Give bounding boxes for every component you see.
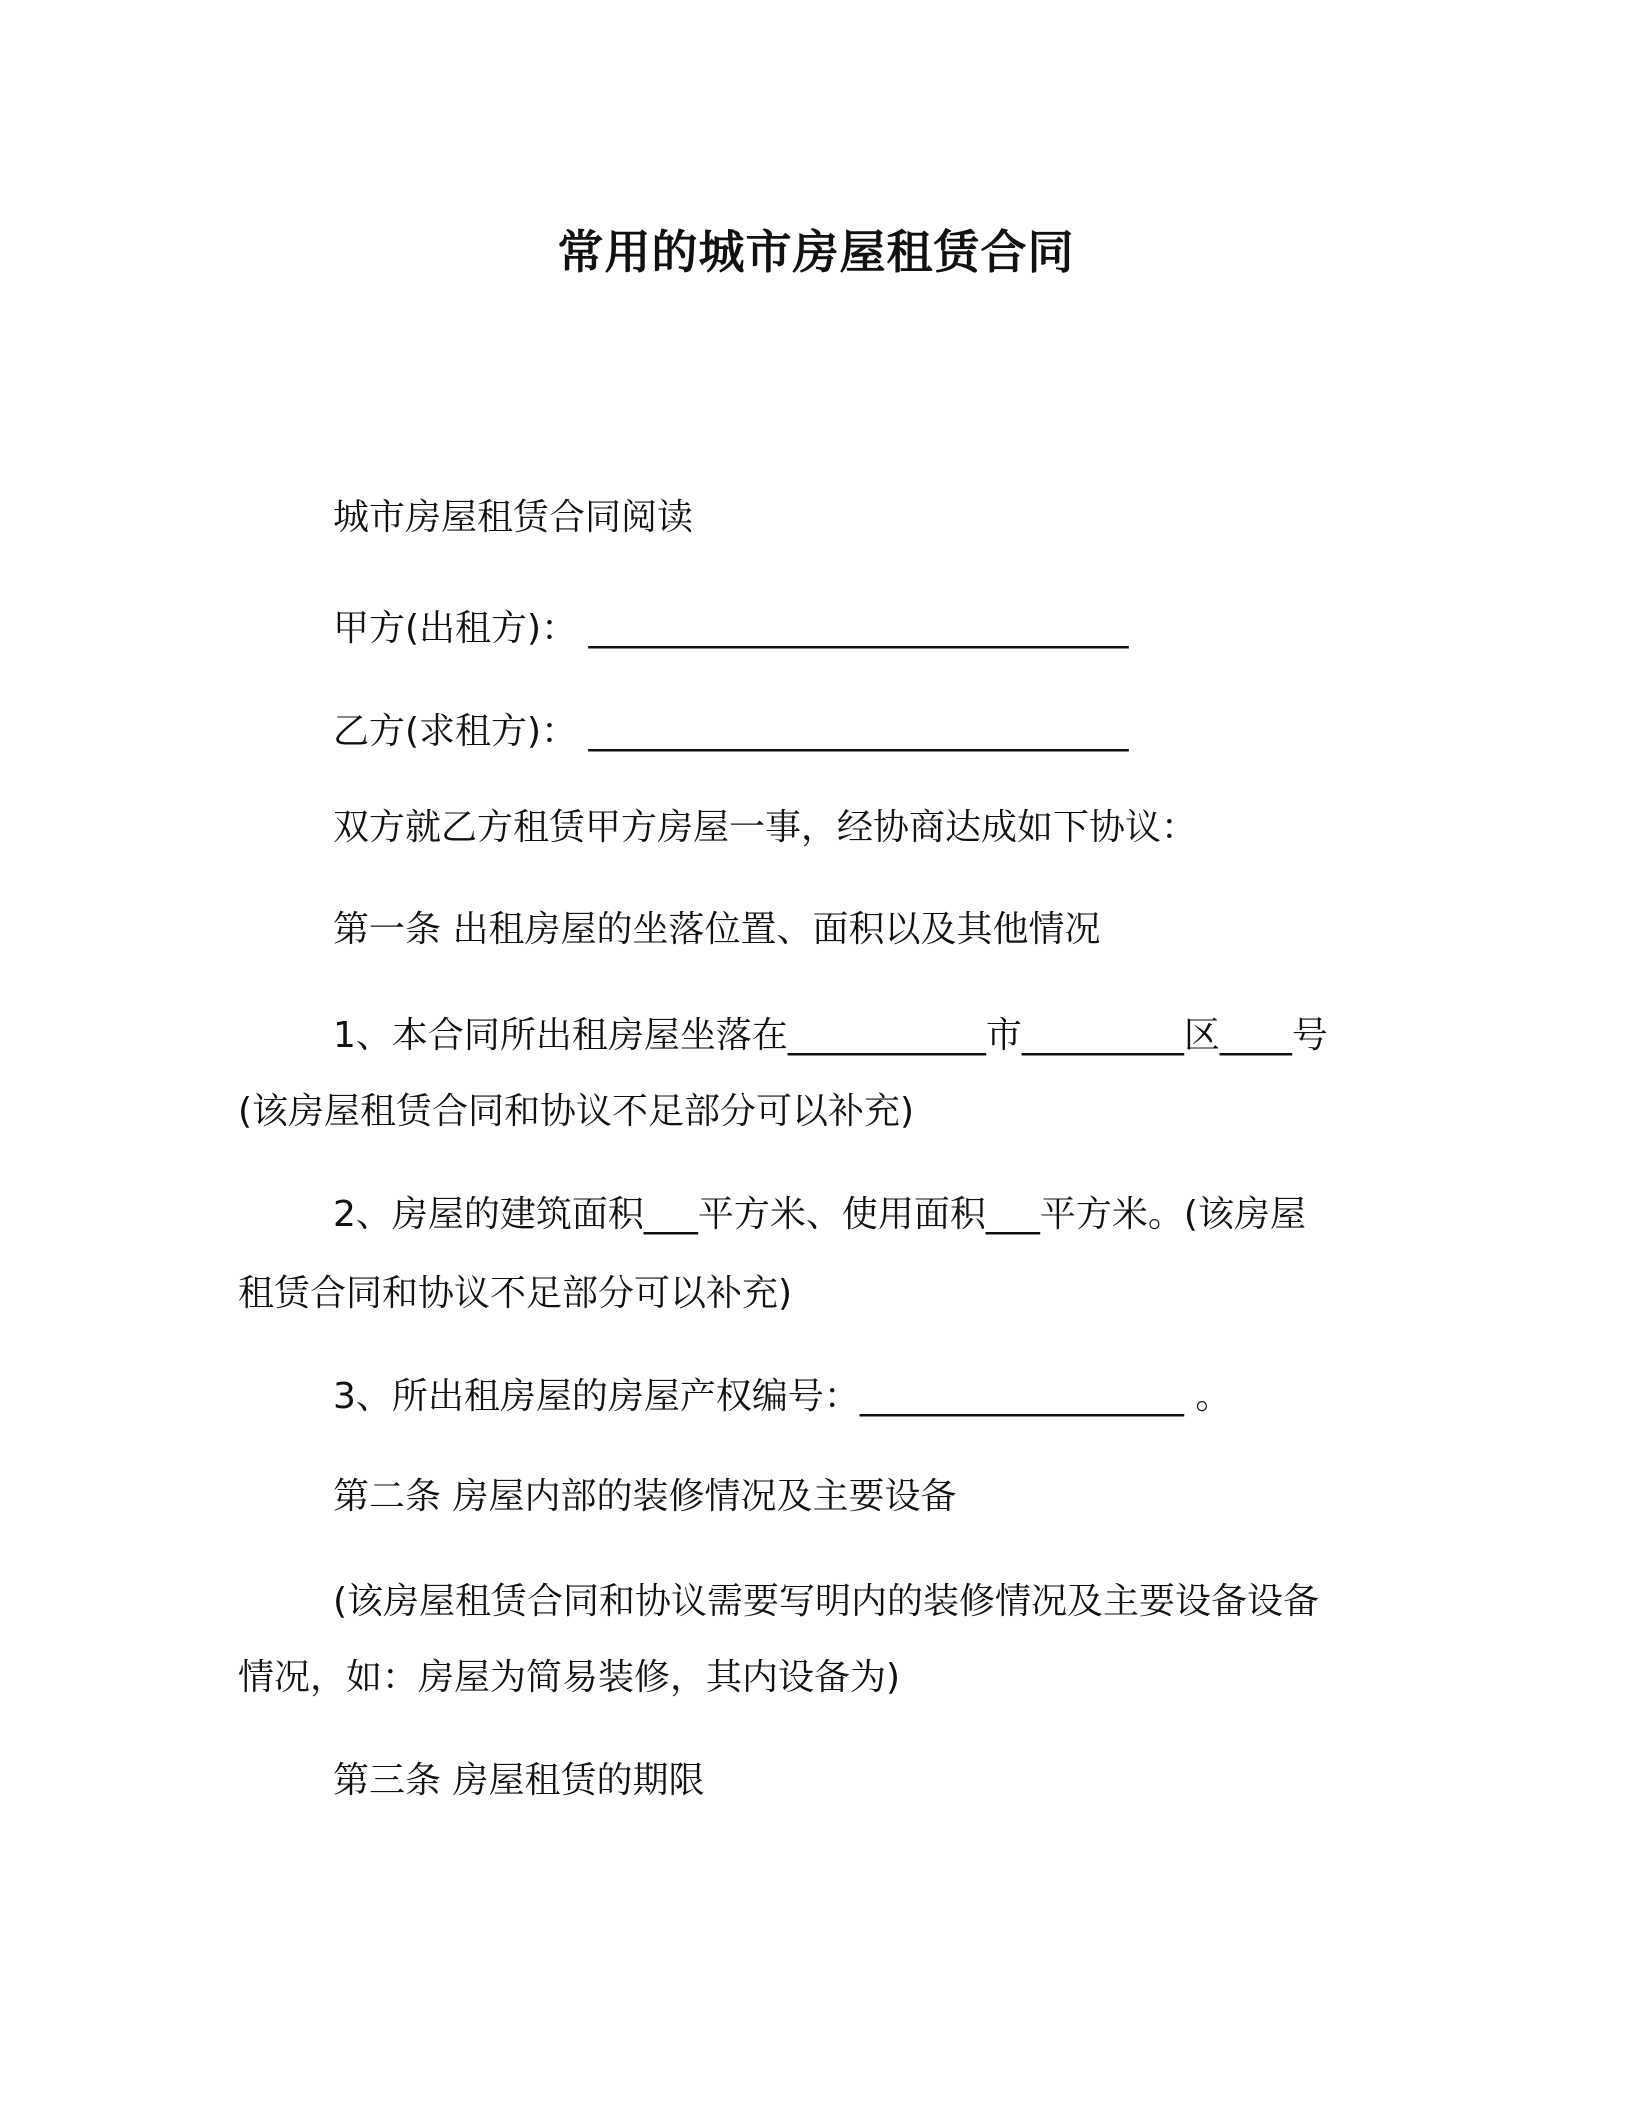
article-2-note-continued: 情况，如：房屋为简易装修，其内设备为) xyxy=(238,1657,901,1698)
document-title: 常用的城市房屋租赁合同 xyxy=(557,225,1075,279)
article-2-note: (该房屋租赁合同和协议需要写明内的装修情况及主要设备设备 xyxy=(333,1581,1320,1622)
paragraph-reading-note: 城市房屋租赁合同阅读 xyxy=(333,497,694,538)
clause-1-3: 3、所出租房屋的房屋产权编号：__________________ 。 xyxy=(333,1376,1232,1417)
article-1-heading: 第一条 出租房屋的坐落位置、面积以及其他情况 xyxy=(333,909,1101,950)
article-2-heading: 第二条 房屋内部的装修情况及主要设备 xyxy=(333,1476,957,1517)
clause-1-2: 2、房屋的建筑面积___平方米、使用面积___平方米。(该房屋 xyxy=(333,1194,1306,1235)
clause-1-2-continued: 租赁合同和协议不足部分可以补充) xyxy=(238,1273,793,1314)
article-3-heading: 第三条 房屋租赁的期限 xyxy=(333,1760,705,1801)
party-a-line: 甲方(出租方)： ______________________________ xyxy=(333,608,1129,649)
clause-1-1: 1、本合同所出租房屋坐落在___________市_________区____号 xyxy=(333,1015,1328,1056)
clause-1-1-continued: (该房屋租赁合同和协议不足部分可以补充) xyxy=(238,1091,915,1132)
agreement-intro: 双方就乙方租赁甲方房屋一事，经协商达成如下协议： xyxy=(333,807,1198,848)
party-b-line: 乙方(求租方)： ______________________________ xyxy=(333,711,1129,752)
